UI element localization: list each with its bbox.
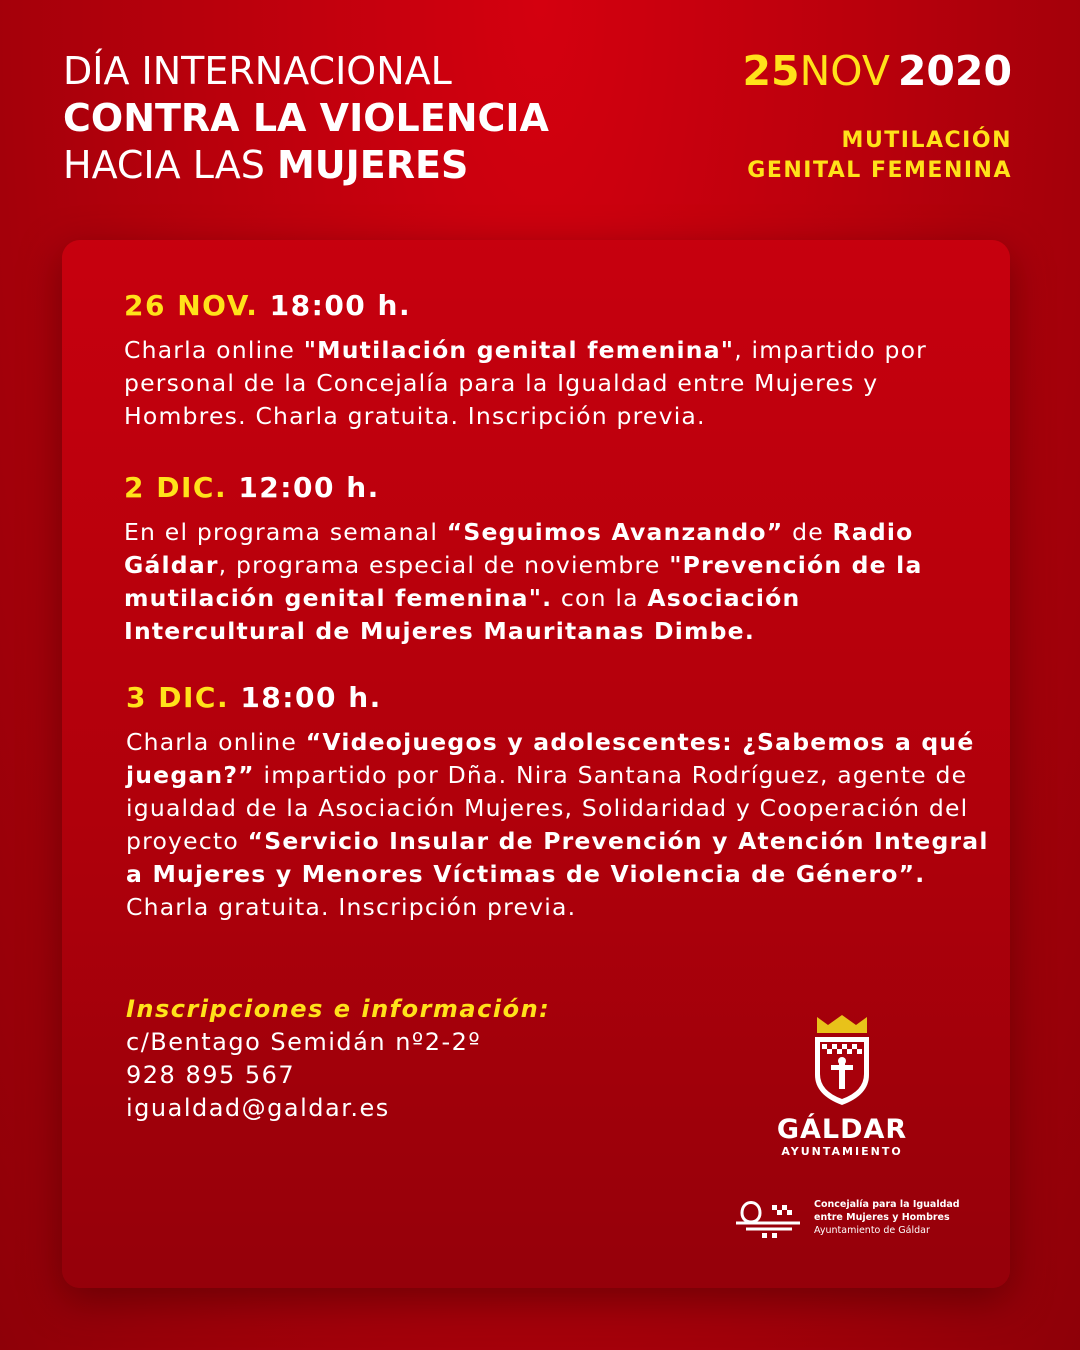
event-2-time: 12:00 h. [238,471,380,504]
date-day: 25 [742,47,800,95]
events-card [62,240,1010,1288]
event-title [63,48,549,189]
event-2-bold-3: "Prevención de la mutilación genital femenina". [124,551,923,612]
concejalia-text [814,1198,960,1237]
contact-phone: 928 895 567 [126,1061,296,1089]
event-3-time: 18:00 h. [240,681,382,714]
date-year: 2020 [897,47,1012,95]
event-2 [124,470,1004,648]
event-3-text-3: Charla gratuita. Inscripción previa. [126,893,577,921]
event-1-bold-1: "Mutilación genital femenina" [303,336,735,364]
title-line-3-regular: HACIA LAS [63,143,277,187]
event-2-bold-2: Radio Gáldar [124,518,914,579]
event-1 [124,288,1004,433]
main-date [743,46,1012,96]
concejalia-line-3: Ayuntamiento de Gáldar [814,1224,930,1236]
event-3-text-2: impartido por Dña. Nira Santana Rodríguez, agente de igualdad de la Asociación Mujeres, Solidaridad y Cooperación del proyecto [126,761,969,855]
coat-of-arms-icon [809,1015,875,1107]
event-3-bold-1: “Videojuegos y adolescentes: ¿Sabemos a qué juegan?” [126,728,975,789]
event-3 [126,680,1006,924]
event-2-text-2: de [783,518,833,546]
header-date-block [743,46,1012,186]
title-line-3-bold: MUJERES [276,143,469,187]
concejalia-logo [732,1193,960,1241]
event-2-bold-1: “Seguimos Avanzando” [446,518,784,546]
subject-line-1: MUTILACIÓN [841,128,1012,153]
event-2-text-3: , programa especial de noviembre [218,551,670,579]
contact-address: c/Bentago Semidán nº2-2º [126,1028,482,1056]
event-3-bold-2: “Servicio Insular de Prevención y Atención Integral a Mujeres y Menores Víctimas de Violencia de Género”. [126,827,989,888]
concejalia-line-1: Concejalía para la Igualdad [814,1198,960,1210]
concejalia-line-2: entre Mujeres y Hombres [814,1211,950,1223]
contact-title: Inscripciones e información: [126,995,551,1023]
event-1-header [124,288,1004,324]
event-3-description [126,726,996,924]
event-2-text-4: con la [552,584,648,612]
contact-email: igualdad@galdar.es [126,1094,390,1122]
event-2-header [124,470,1004,506]
contact-block [126,992,550,1125]
equality-symbol-icon [732,1193,804,1241]
galdar-logo [752,1015,932,1159]
event-1-description [124,334,944,433]
event-3-header [126,680,1006,716]
event-2-text-1: En el programa semanal [124,518,447,546]
event-1-text-1: Charla online [124,336,304,364]
event-3-date: 3 DIC. [126,681,230,714]
event-1-date: 26 NOV. [124,289,259,322]
event-2-description [124,516,924,648]
event-1-time: 18:00 h. [269,289,412,322]
event-1-text-2: , impartido por personal de la Concejalía para la Igualdad entre Mujeres y Hombres. Charla gratuita. Inscripción previa. [124,336,928,430]
title-line-1: DÍA INTERNACIONAL [63,49,452,93]
date-month: NOV [799,47,890,95]
event-2-bold-4: Asociación Intercultural de Mujeres Mauritanas Dimbe. [124,584,801,645]
subject-line-2: GENITAL FEMENINA [747,158,1012,183]
event-2-date: 2 DIC. [124,471,228,504]
logo-subtitle: AYUNTAMIENTO [781,1145,903,1158]
logo-name: GÁLDAR [776,1114,908,1145]
title-line-2: CONTRA LA VIOLENCIA [63,96,549,140]
title-line-3 [63,142,549,189]
event-3-text-1: Charla online [126,728,306,756]
subject-heading [743,126,1012,186]
